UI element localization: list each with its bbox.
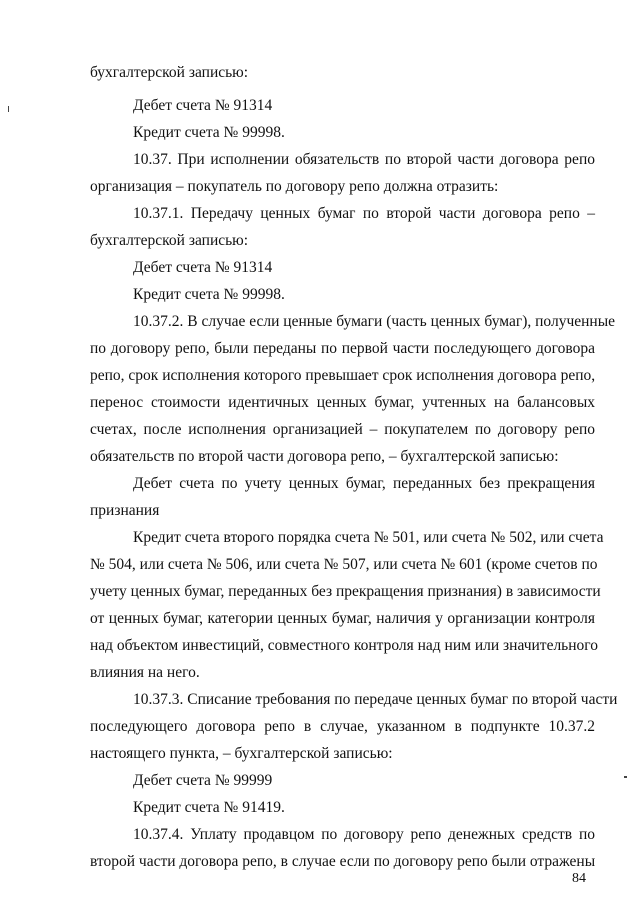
- text-line: № 504, или счета № 506, или счета № 507, или счета № 601 (кроме счетов по: [90, 556, 598, 573]
- text-line: обязательств по второй части договора репо, – бухгалтерской записью:: [90, 448, 559, 465]
- text-line: Кредит счета № 99998.: [133, 124, 285, 141]
- text-line: 10.37.4. Уплату продавцом по договору репо денежных средств по: [133, 826, 595, 843]
- text-line: Дебет счета № 99999: [133, 772, 273, 789]
- text-line: 10.37. При исполнении обязательств по второй части договора репо: [133, 151, 595, 168]
- text-line: Кредит счета второго порядка счета № 501, или счета № 502, или счета: [133, 529, 604, 546]
- text-line: 10.37.2. В случае если ценные бумаги (часть ценных бумаг), полученные: [133, 313, 616, 330]
- text-line: последующего договора репо в случае, указанном в подпункте 10.37.2: [90, 718, 595, 735]
- text-line: Кредит счета № 99998.: [133, 286, 285, 303]
- text-line: второй части договора репо, в случае если по договору репо были отражены: [90, 853, 596, 870]
- text-line: 10.37.3. Списание требования по передаче ценных бумаг по второй части: [133, 691, 618, 708]
- text-line: Дебет счета по учету ценных бумаг, переданных без прекращения: [133, 475, 595, 492]
- text-line: организация – покупатель по договору репо должна отразить:: [90, 178, 499, 195]
- scan-artifact: [624, 776, 627, 778]
- text-line: над объектом инвестиций, совместного контроля над ним или значительного: [90, 637, 599, 654]
- text-line: Дебет счета № 91314: [133, 97, 273, 114]
- text-line: бухгалтерской записью:: [90, 64, 249, 81]
- page-number: 84: [572, 871, 586, 886]
- text-line: по договору репо, были переданы по первой части последующего договора: [90, 340, 595, 357]
- text-line: Кредит счета № 91419.: [133, 799, 285, 816]
- text-line: перенос стоимости идентичных ценных бумаг, учтенных на балансовых: [90, 394, 595, 411]
- text-line: репо, срок исполнения которого превышает срок исполнения договора репо,: [90, 367, 596, 384]
- text-line: бухгалтерской записью:: [90, 232, 249, 249]
- scan-artifact: [8, 106, 9, 112]
- text-line: счетах, после исполнения организацией – покупателем по договору репо: [90, 421, 595, 438]
- text-line: влияния на него.: [90, 664, 200, 681]
- text-line: от ценных бумаг, категории ценных бумаг, наличия у организации контроля: [90, 610, 595, 627]
- text-line: 10.37.1. Передачу ценных бумаг по второй части договора репо –: [133, 205, 595, 222]
- text-line: настоящего пункта, – бухгалтерской записью:: [90, 745, 393, 762]
- text-line: признания: [90, 502, 160, 519]
- text-line: учету ценных бумаг, переданных без прекращения признания) в зависимости: [90, 583, 601, 600]
- text-line: Дебет счета № 91314: [133, 259, 273, 276]
